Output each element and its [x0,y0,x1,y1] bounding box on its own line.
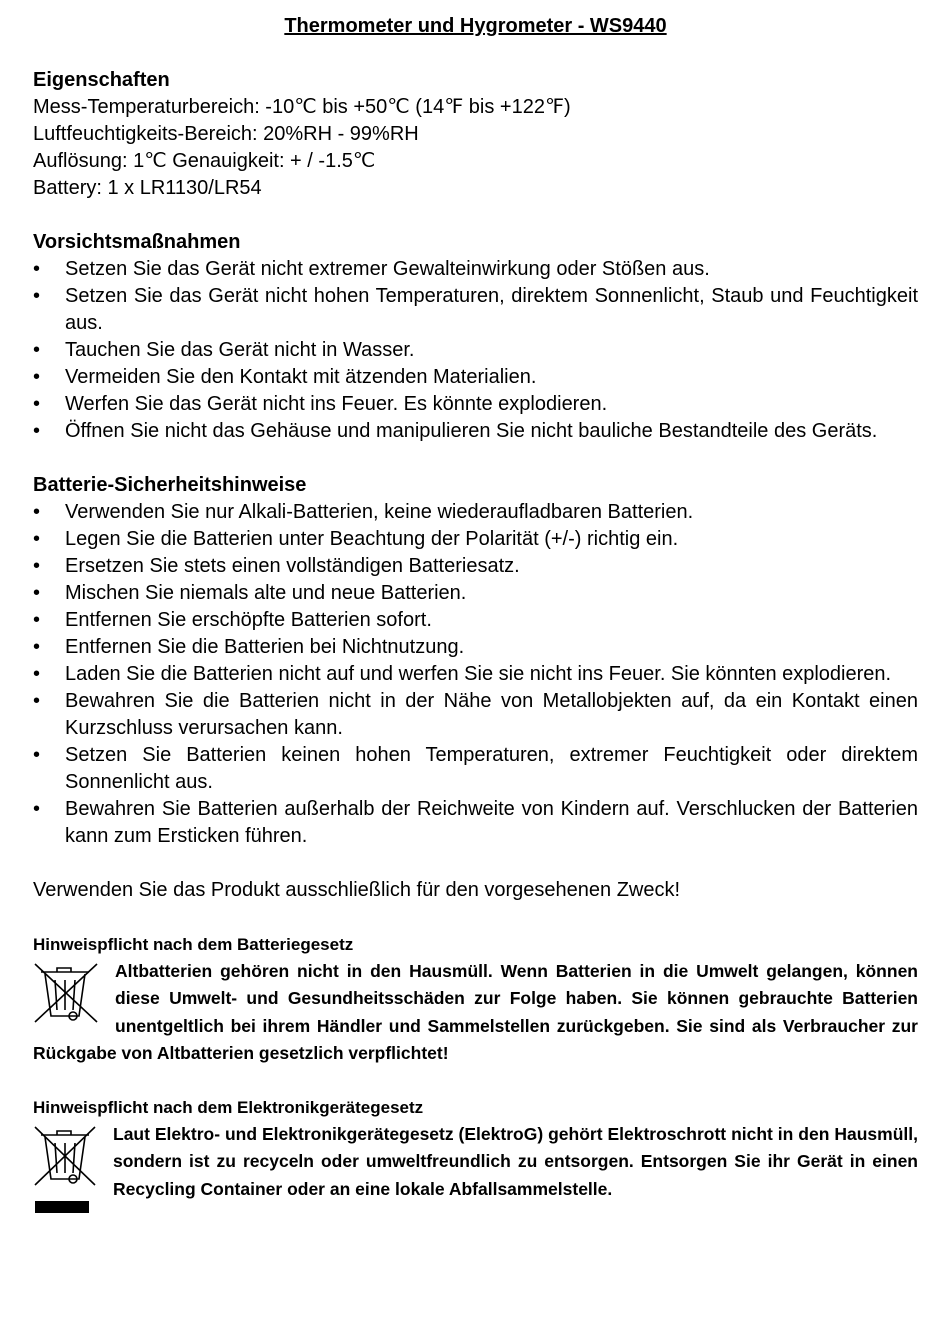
battery-law-text: Altbatterien gehören nicht in den Hausmüll. Wenn Batterien in die Umwelt gelangen, können diese Umwelt- und Gesundheitsschäden zur Folge haben. Sie können gebrauchte Batterien unentgeltlich bei ihrem Händler und Sammelstellen zurückgeben. Sie sind als Verbraucher zur Rückgabe von Altbatterien gesetzlich verpflichtet! [33,961,918,1063]
properties-section [33,67,918,202]
list-item: • Ersetzen Sie stets einen vollständigen Batteriesatz. [33,553,918,580]
crossed-out-bin-with-bar-icon [33,1123,99,1215]
electronics-law-text: Laut Elektro- und Elektronikgerätegesetz (ElektroG) gehört Elektroschrott nicht in den Hausmüll, sondern ist zu recyceln oder umweltfreundlich zu entsorgen. Entsorgen Sie ihr Gerät in einen Recycling Container oder an eine lokale Abfallsammelstelle. [113,1124,918,1199]
document-title: Thermometer und Hygrometer - WS9440 [284,15,667,37]
battery-safety-heading: Batterie-Sicherheitshinweise [33,474,307,496]
document-page [33,12,918,1215]
spec-line: Mess-Temperaturbereich: -10℃ bis +50℃ (14℉ bis +122℉) [33,96,571,118]
battery-law-heading: Hinweispflicht nach dem Batteriegesetz [33,935,354,954]
list-item: • Bewahren Sie Batterien außerhalb der Reichweite von Kindern auf. Verschlucken der Batterien kann zum Ersticken führen. [33,796,918,850]
list-item: • Tauchen Sie das Gerät nicht in Wasser. [33,337,918,364]
list-item: • Entfernen Sie die Batterien bei Nichtnutzung. [33,634,918,661]
list-item: • Setzen Sie das Gerät nicht hohen Temperaturen, direktem Sonnenlicht, Staub und Feuchtigkeit aus. [33,283,918,337]
crossed-out-bin-icon [33,960,101,1026]
list-item: • Werfen Sie das Gerät nicht ins Feuer. Es könnte explodieren. [33,391,918,418]
list-item: • Entfernen Sie erschöpfte Batterien sofort. [33,607,918,634]
spec-line: Luftfeuchtigkeits-Bereich: 20%RH - 99%RH [33,123,419,145]
list-item: • Öffnen Sie nicht das Gehäuse und manipulieren Sie nicht bauliche Bestandteile des Geräts. [33,418,918,445]
list-item: • Legen Sie die Batterien unter Beachtung der Polarität (+/-) richtig ein. [33,526,918,553]
intended-use-note: Verwenden Sie das Produkt ausschließlich für den vorgesehenen Zweck! [33,879,681,901]
battery-law-section [33,931,918,1067]
precautions-list [33,256,918,445]
precautions-heading: Vorsichtsmaßnahmen [33,231,241,253]
spec-line: Auflösung: 1℃ Genauigkeit: + / -1.5℃ [33,150,376,172]
electronics-law-section [33,1094,918,1203]
battery-safety-list [33,499,918,850]
list-item: • Mischen Sie niemals alte und neue Batterien. [33,580,918,607]
electronics-law-heading: Hinweispflicht nach dem Elektronikgerätegesetz [33,1098,424,1118]
list-item: • Bewahren Sie die Batterien nicht in der Nähe von Metallobjekten auf, da ein Kontakt einen Kurzschluss verursachen kann. [33,688,918,742]
spec-line: Battery: 1 x LR1130/LR54 [33,177,262,199]
list-item: • Setzen Sie das Gerät nicht extremer Gewalteinwirkung oder Stößen aus. [33,256,918,283]
list-item: • Laden Sie die Batterien nicht auf und werfen Sie sie nicht ins Feuer. Sie könnten explodieren. [33,661,918,688]
precautions-section [33,229,918,445]
properties-heading: Eigenschaften [33,69,170,91]
battery-safety-section [33,472,918,850]
list-item: • Setzen Sie Batterien keinen hohen Temperaturen, extremer Feuchtigkeit oder direktem Sonnenlicht aus. [33,742,918,796]
list-item: • Vermeiden Sie den Kontakt mit ätzenden Materialien. [33,364,918,391]
list-item: • Verwenden Sie nur Alkali-Batterien, keine wiederaufladbaren Batterien. [33,499,918,526]
